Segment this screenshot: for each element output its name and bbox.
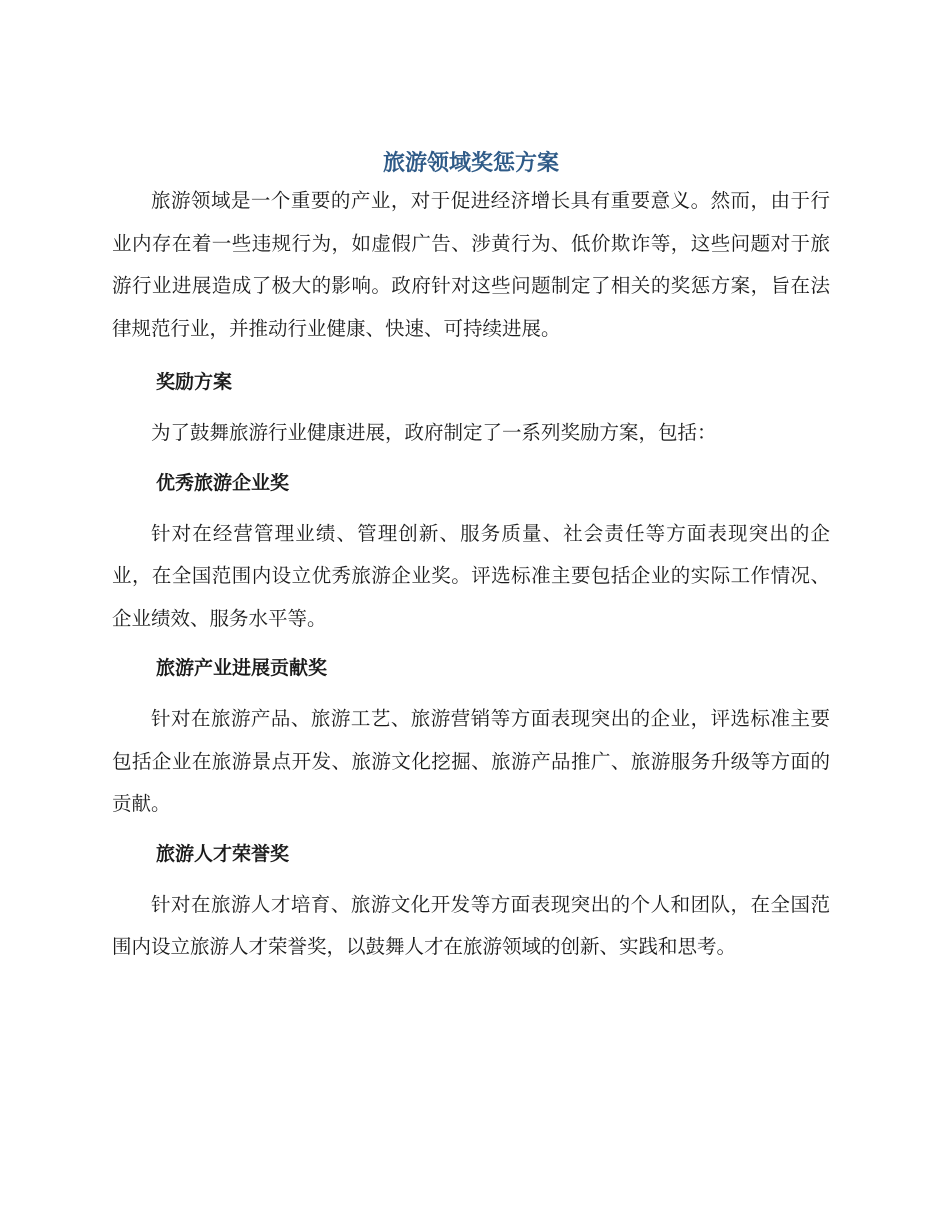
award-body-talent-honor: 针对在旅游人才培育、旅游文化开发等方面表现突出的个人和团队，在全国范围内设立旅游人才荣誉奖，以鼓舞人才在旅游领域的创新、实践和思考。 [112, 892, 830, 958]
award-body-excellent-enterprise: 针对在经营管理业绩、管理创新、服务质量、社会责任等方面表现突出的企业，在全国范围内设立优秀旅游企业奖。评选标准主要包括企业的实际工作情况、企业绩效、服务水平等。 [112, 521, 830, 630]
intro-paragraph: 旅游领域是一个重要的产业，对于促进经济增长具有重要意义。然而，由于行业内存在着一些违规行为，如虚假广告、涉黄行为、低价欺诈等，这些问题对于旅游行业进展造成了极大的影响。政府针对这些问题制定了相关的奖惩方案，旨在法律规范行业，并推动行业健康、快速、可持续进展。 [112, 189, 830, 340]
award-heading-talent-honor: 旅游人才荣誉奖 [156, 842, 290, 865]
section-heading-rewards: 奖励方案 [156, 371, 233, 393]
award-heading-excellent-enterprise: 优秀旅游企业奖 [156, 471, 290, 494]
award-heading-industry-contribution: 旅游产业进展贡献奖 [156, 657, 328, 679]
section-intro-paragraph: 为了鼓舞旅游行业健康进展，政府制定了一系列奖励方案，包括： [151, 421, 717, 444]
document-title: 旅游领域奖惩方案 [382, 151, 559, 176]
document-page [112, 148, 830, 969]
award-body-industry-contribution: 针对在旅游产品、旅游工艺、旅游营销等方面表现突出的企业，评选标准主要包括企业在旅游景点开发、旅游文化挖掘、旅游产品推广、旅游服务升级等方面的贡献。 [112, 707, 830, 815]
